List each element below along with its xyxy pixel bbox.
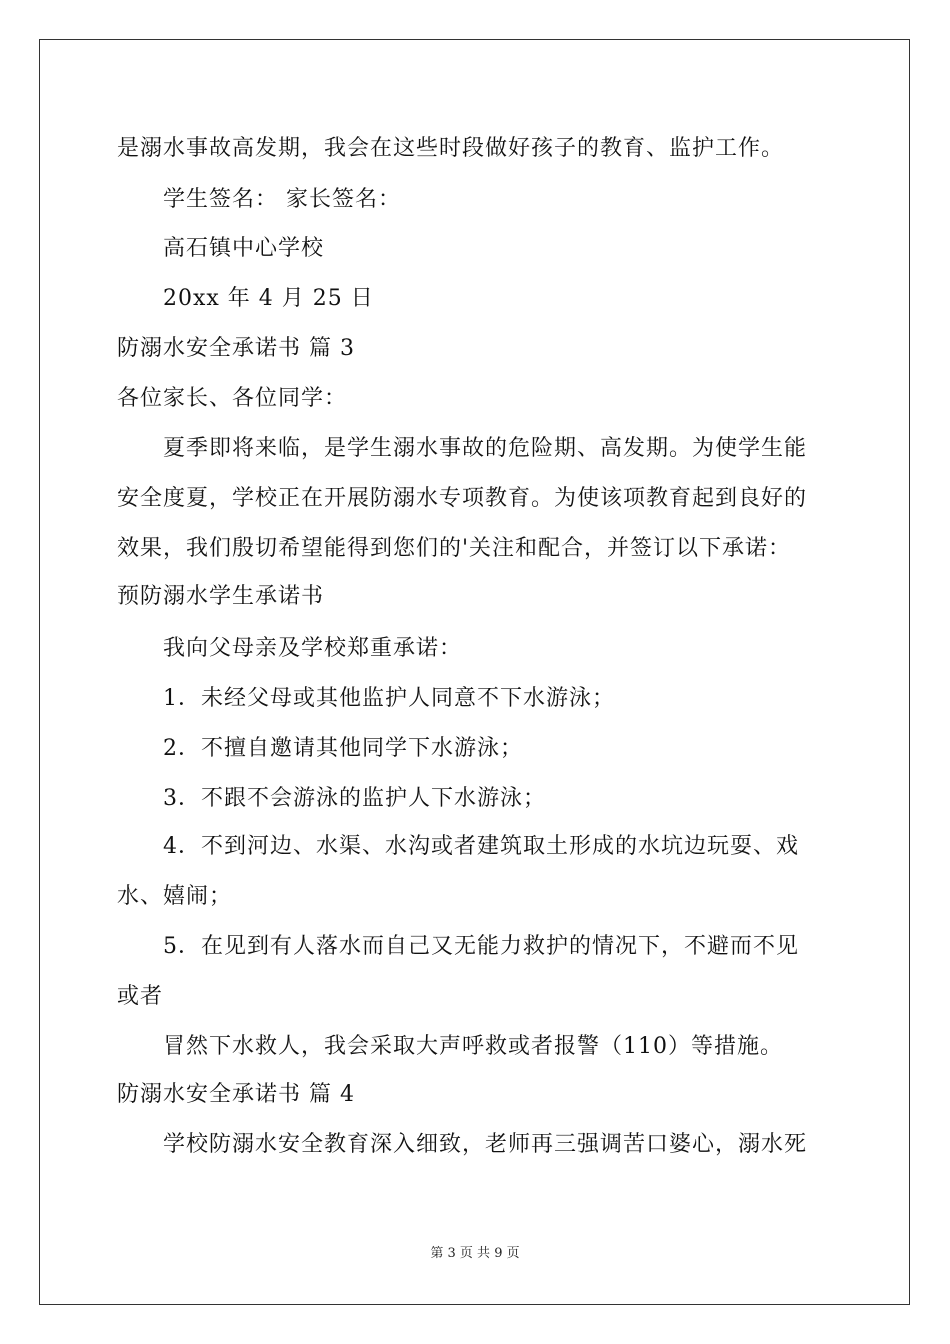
text-line: 冒然下水救人，我会采取大声呼救或者报警（110）等措施。 xyxy=(163,1034,783,1059)
page-number-footer: 第 3 页 共 9 页 xyxy=(430,1246,520,1261)
text-line: 夏季即将来临，是学生溺水事故的危险期、高发期。为使学生能 xyxy=(163,436,808,461)
list-item: 5．在见到有人落水而自己又无能力救护的情况下，不避而不见 xyxy=(163,934,799,959)
list-item: 1．未经父母或其他监护人同意不下水游泳； xyxy=(163,686,615,711)
list-item-continued: 或者 xyxy=(117,984,164,1009)
salutation: 各位家长、各位同学： xyxy=(117,386,348,411)
school-name: 高石镇中心学校 xyxy=(163,236,325,261)
date-line: 20xx 年 4 月 25 日 xyxy=(163,286,374,311)
section-heading: 防溺水安全承诺书 篇 4 xyxy=(117,1082,355,1107)
text-line: 我向父母亲及学校郑重承诺： xyxy=(163,636,463,661)
page-border xyxy=(39,39,910,1305)
text-line: 效果，我们殷切希望能得到您们的'关注和配合，并签订以下承诺： xyxy=(117,536,792,561)
section-heading: 防溺水安全承诺书 篇 3 xyxy=(117,336,355,361)
subheading: 预防溺水学生承诺书 xyxy=(117,584,325,609)
list-item: 4．不到河边、水渠、水沟或者建筑取土形成的水坑边玩耍、戏 xyxy=(163,834,799,859)
text-line: 安全度夏，学校正在开展防溺水专项教育。为使该项教育起到良好的 xyxy=(117,486,808,511)
text-line: 学校防溺水安全教育深入细致，老师再三强调苦口婆心，溺水死 xyxy=(163,1132,808,1157)
list-item: 3．不跟不会游泳的监护人下水游泳； xyxy=(163,786,546,811)
text-line: 是溺水事故高发期，我会在这些时段做好孩子的教育、监护工作。 xyxy=(117,136,785,161)
list-item-continued: 水、嬉闹； xyxy=(117,884,233,909)
list-item: 2．不擅自邀请其他同学下水游泳； xyxy=(163,736,523,761)
signature-line: 学生签名： 家长签名： xyxy=(163,187,401,212)
